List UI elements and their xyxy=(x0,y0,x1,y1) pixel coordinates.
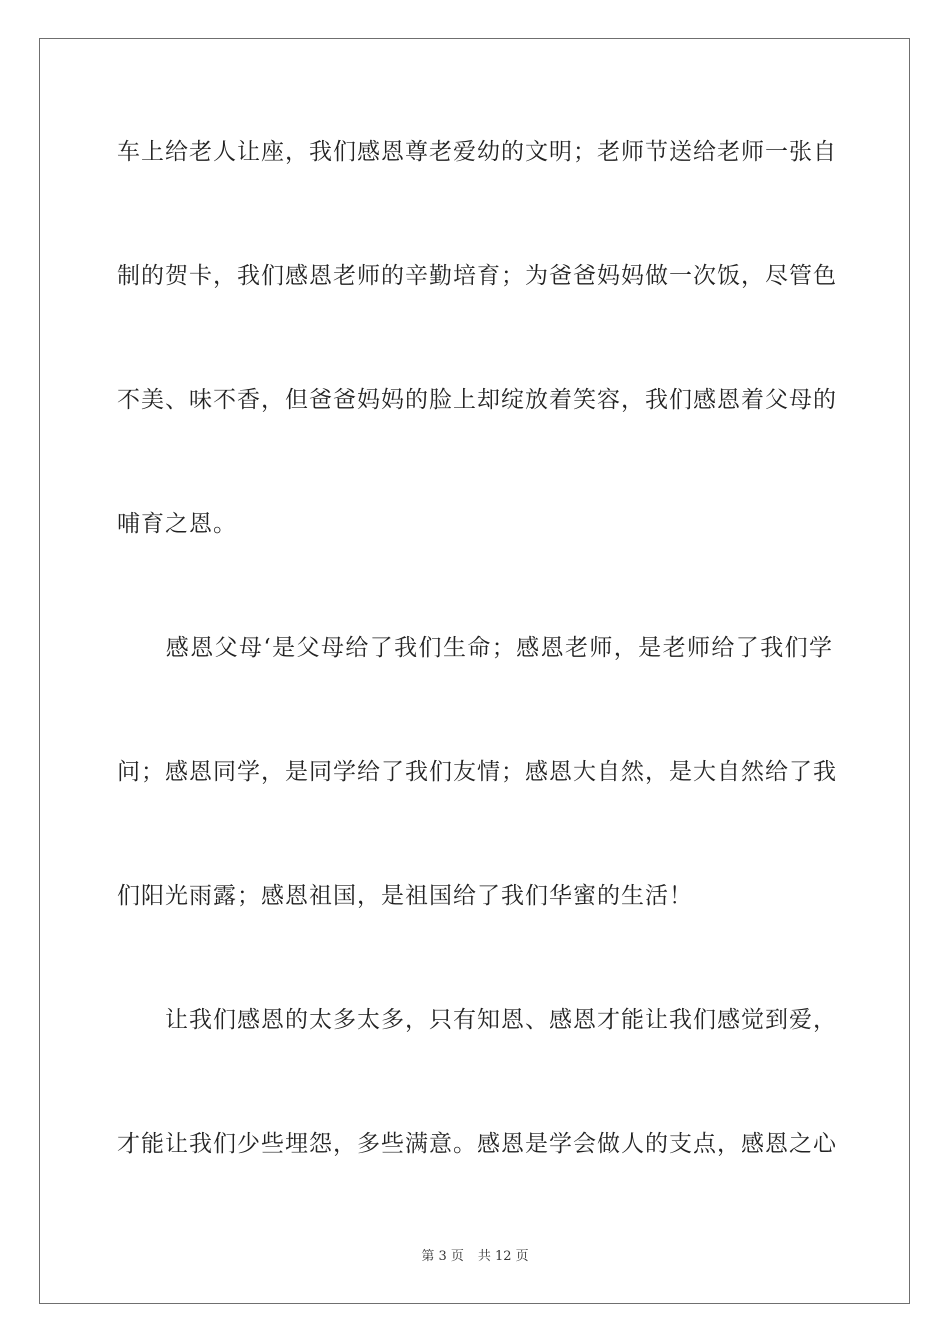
text-line-5: 感恩父母‘是父母给了我们生命；感恩老师，是老师给了我们学 xyxy=(117,635,833,661)
page-total: 共 12 页 xyxy=(477,1249,529,1264)
text-line-8: 让我们感恩的太多太多，只有知恩、感恩才能让我们感觉到爱， xyxy=(117,1007,837,1033)
text-line-9: 才能让我们少些埋怨，多些满意。感恩是学会做人的支点，感恩之心 xyxy=(117,1131,837,1157)
text-line-3: 不美、味不香，但爸爸妈妈的脸上却绽放着笑容，我们感恩着父母的 xyxy=(117,387,837,413)
text-line-4: 哺育之恩。 xyxy=(117,511,237,537)
text-line-7: 们阳光雨露；感恩祖国，是祖国给了我们华蜜的生活！ xyxy=(117,883,693,909)
page-footer xyxy=(0,1248,950,1266)
page-border xyxy=(39,38,910,1304)
text-line-2: 制的贺卡，我们感恩老师的辛勤培育；为爸爸妈妈做一次饭，尽管色 xyxy=(117,263,837,289)
page-number: 第 3 页 xyxy=(421,1249,464,1264)
text-line-6: 问；感恩同学，是同学给了我们友情；感恩大自然，是大自然给了我 xyxy=(117,759,837,785)
text-line-1: 车上给老人让座，我们感恩尊老爱幼的文明；老师节送给老师一张自 xyxy=(117,139,837,165)
